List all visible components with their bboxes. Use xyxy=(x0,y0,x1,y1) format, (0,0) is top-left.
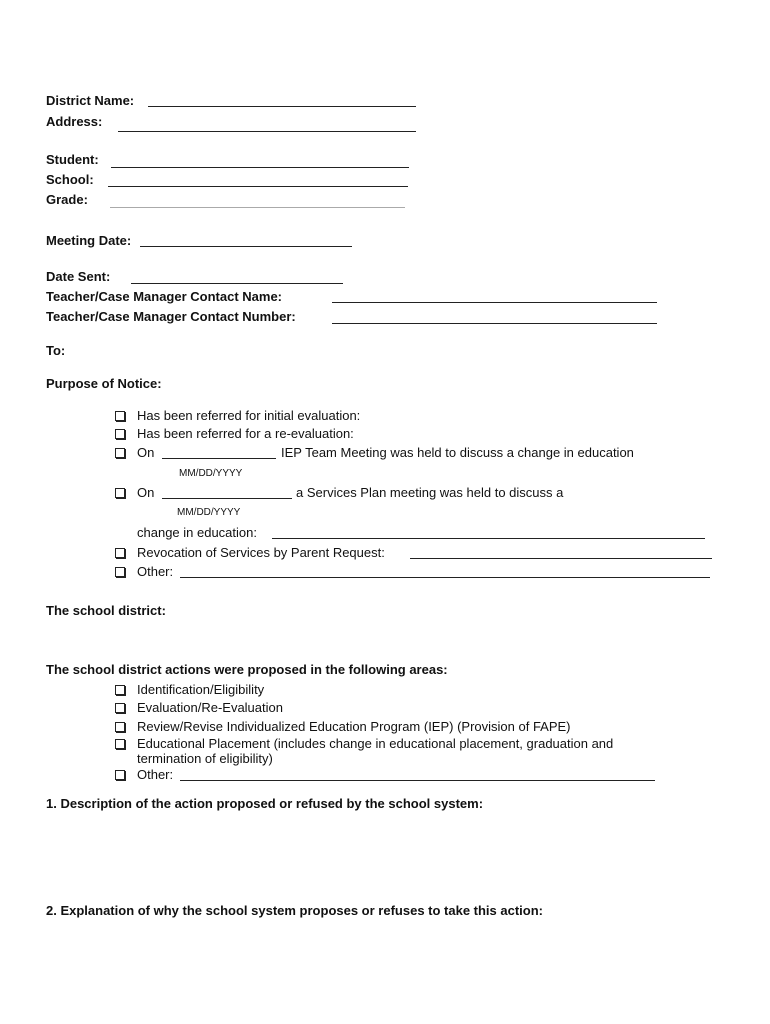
change-in-education-field[interactable] xyxy=(272,538,705,539)
iep-review-checkbox[interactable] xyxy=(115,722,125,732)
grade-label: Grade: xyxy=(46,192,88,207)
question-1: 1. Description of the action proposed or refused by the school system: xyxy=(46,796,484,811)
to-label: To: xyxy=(46,343,66,358)
areas-title: The school district actions were proposed in the following areas: xyxy=(46,662,448,677)
purpose-title: Purpose of Notice: xyxy=(46,376,162,391)
services-plan-label: a Services Plan meeting was held to discuss a xyxy=(296,485,564,500)
change-in-education-label: change in education: xyxy=(137,525,257,540)
iep-on-label: On xyxy=(137,445,155,460)
contact-name-label: Teacher/Case Manager Contact Name: xyxy=(46,289,283,304)
iep-date-format: MM/DD/YYYY xyxy=(179,468,243,479)
contact-number-field[interactable] xyxy=(332,323,657,324)
district-name-field[interactable] xyxy=(148,106,416,107)
services-plan-date-format: MM/DD/YYYY xyxy=(177,507,241,518)
iep-meeting-checkbox[interactable] xyxy=(115,448,125,458)
contact-number-label: Teacher/Case Manager Contact Number: xyxy=(46,309,296,324)
meeting-date-field[interactable] xyxy=(140,246,352,247)
purpose-other-checkbox[interactable] xyxy=(115,567,125,577)
school-field[interactable] xyxy=(108,186,408,187)
grade-field[interactable] xyxy=(110,207,405,208)
areas-other-field[interactable] xyxy=(180,780,655,781)
purpose-other-field[interactable] xyxy=(180,577,710,578)
revocation-field[interactable] xyxy=(410,558,712,559)
initial-evaluation-label: Has been referred for initial evaluation: xyxy=(137,408,361,423)
placement-label-line2: termination of eligibility) xyxy=(137,751,273,766)
iep-review-label: Review/Revise Individualized Education Program (IEP) (Provision of FAPE) xyxy=(137,719,571,734)
date-sent-label: Date Sent: xyxy=(46,269,111,284)
initial-evaluation-checkbox[interactable] xyxy=(115,411,125,421)
evaluation-checkbox[interactable] xyxy=(115,703,125,713)
meeting-date-label: Meeting Date: xyxy=(46,233,132,248)
address-label: Address: xyxy=(46,114,103,129)
date-sent-field[interactable] xyxy=(131,283,343,284)
purpose-other-label: Other: xyxy=(137,564,174,579)
revocation-label: Revocation of Services by Parent Request: xyxy=(137,545,385,560)
evaluation-label: Evaluation/Re-Evaluation xyxy=(137,700,283,715)
areas-other-checkbox[interactable] xyxy=(115,770,125,780)
address-field[interactable] xyxy=(118,131,416,132)
iep-date-field[interactable] xyxy=(162,458,276,459)
iep-meeting-label: IEP Team Meeting was held to discuss a change in education xyxy=(281,445,634,460)
revocation-checkbox[interactable] xyxy=(115,548,125,558)
placement-label-line1: Educational Placement (includes change in educational placement, graduation and xyxy=(137,736,614,751)
reevaluation-checkbox[interactable] xyxy=(115,429,125,439)
services-plan-date-field[interactable] xyxy=(162,498,292,499)
question-2: 2. Explanation of why the school system proposes or refuses to take this action: xyxy=(46,903,544,918)
contact-name-field[interactable] xyxy=(332,302,657,303)
student-field[interactable] xyxy=(111,167,409,168)
school-district-title: The school district: xyxy=(46,603,166,618)
student-label: Student: xyxy=(46,152,99,167)
district-name-label: District Name: xyxy=(46,93,135,108)
areas-other-label: Other: xyxy=(137,767,174,782)
placement-checkbox[interactable] xyxy=(115,739,125,749)
identification-label: Identification/Eligibility xyxy=(137,682,265,697)
reevaluation-label: Has been referred for a re-evaluation: xyxy=(137,426,354,441)
services-plan-checkbox[interactable] xyxy=(115,488,125,498)
services-plan-on-label: On xyxy=(137,485,155,500)
school-label: School: xyxy=(46,172,94,187)
identification-checkbox[interactable] xyxy=(115,685,125,695)
